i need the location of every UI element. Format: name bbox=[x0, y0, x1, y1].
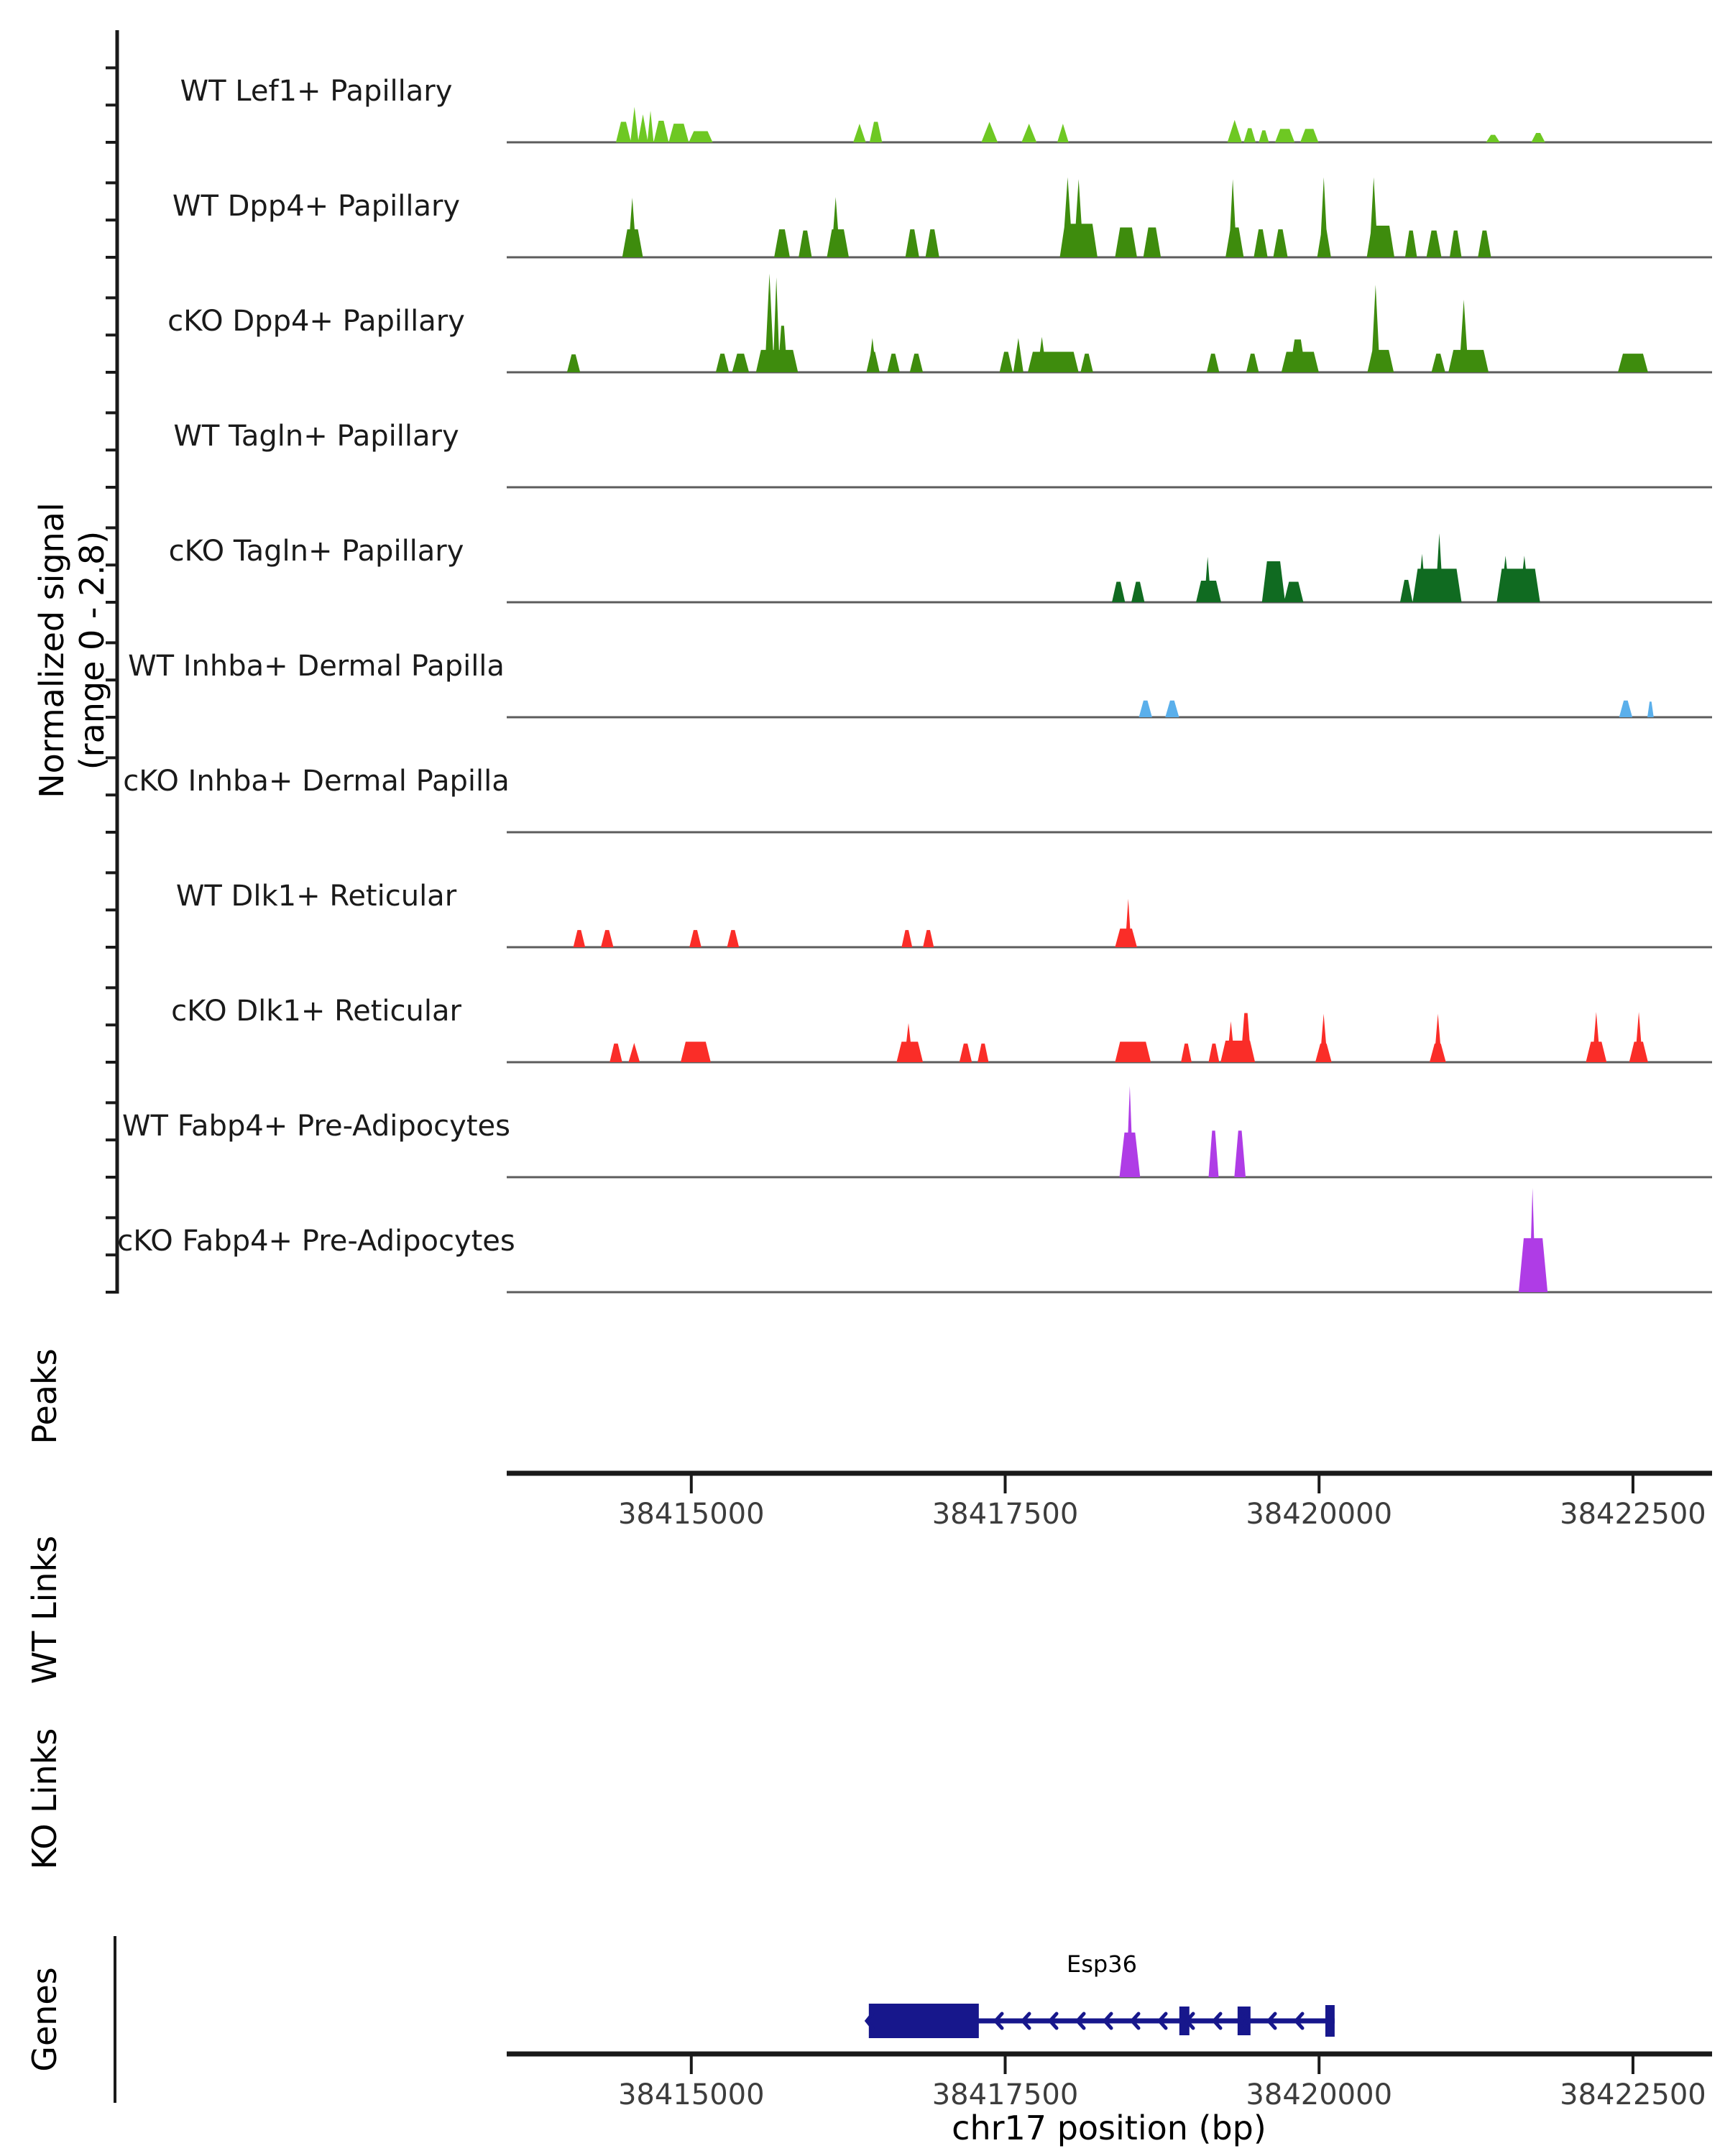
track-label-3: cKO Dpp4+ Papillary bbox=[167, 305, 465, 338]
peaks-x-axis-tick-label: 38422500 bbox=[1560, 1498, 1706, 1531]
signal-peaks-8 bbox=[574, 899, 1137, 947]
genes-x-axis-tick-label: 38422500 bbox=[1560, 2078, 1706, 2111]
signal-peaks-3 bbox=[567, 274, 1648, 372]
signal-peaks-10 bbox=[1119, 1086, 1246, 1177]
gene-name-label: Esp36 bbox=[1067, 1950, 1137, 1978]
track-label-2: WT Dpp4+ Papillary bbox=[172, 190, 461, 223]
track-label-8: WT Dlk1+ Reticular bbox=[175, 880, 457, 913]
track-label-1: WT Lef1+ Papillary bbox=[180, 75, 453, 108]
peaks-x-axis-tick-label: 38420000 bbox=[1246, 1498, 1393, 1531]
section-label-genes: Genes bbox=[25, 1967, 64, 2072]
track-label-10: WT Fabp4+ Pre-Adipocytes bbox=[122, 1110, 510, 1143]
peaks-x-axis-tick-label: 38417500 bbox=[932, 1498, 1079, 1531]
peaks-x-axis-tick-label: 38415000 bbox=[617, 1498, 765, 1531]
track-label-6: WT Inhba+ Dermal Papilla bbox=[128, 650, 505, 683]
track-label-4: WT Tagln+ Papillary bbox=[173, 420, 459, 453]
signal-peaks-9 bbox=[610, 1012, 1648, 1062]
signal-peaks-1 bbox=[616, 107, 1545, 142]
genes-x-axis-tick-label: 38420000 bbox=[1246, 2078, 1393, 2111]
x-axis-label: chr17 position (bp) bbox=[952, 2109, 1266, 2147]
signal-peaks-6 bbox=[1139, 701, 1654, 717]
signal-peaks-5 bbox=[1112, 533, 1540, 602]
signal-peaks-2 bbox=[622, 178, 1491, 257]
section-label-wt-links: WT Links bbox=[25, 1535, 64, 1685]
gene-exon bbox=[1325, 2005, 1335, 2037]
section-label-ko-links: KO Links bbox=[25, 1728, 64, 1870]
signal-peaks-11 bbox=[1519, 1188, 1547, 1292]
track-label-7: cKO Inhba+ Dermal Papilla bbox=[123, 765, 510, 798]
track-label-9: cKO Dlk1+ Reticular bbox=[171, 995, 461, 1028]
genes-x-axis-tick-label: 38417500 bbox=[932, 2078, 1079, 2111]
section-label-peaks: Peaks bbox=[25, 1348, 64, 1445]
track-label-11: cKO Fabp4+ Pre-Adipocytes bbox=[117, 1225, 515, 1258]
y-axis-label-line2: (range 0 - 2.8) bbox=[73, 530, 111, 770]
track-label-5: cKO Tagln+ Papillary bbox=[168, 535, 464, 568]
genes-x-axis-tick-label: 38415000 bbox=[617, 2078, 765, 2111]
gene-exon bbox=[869, 2004, 979, 2038]
y-axis-label-line1: Normalized signal bbox=[32, 502, 71, 798]
